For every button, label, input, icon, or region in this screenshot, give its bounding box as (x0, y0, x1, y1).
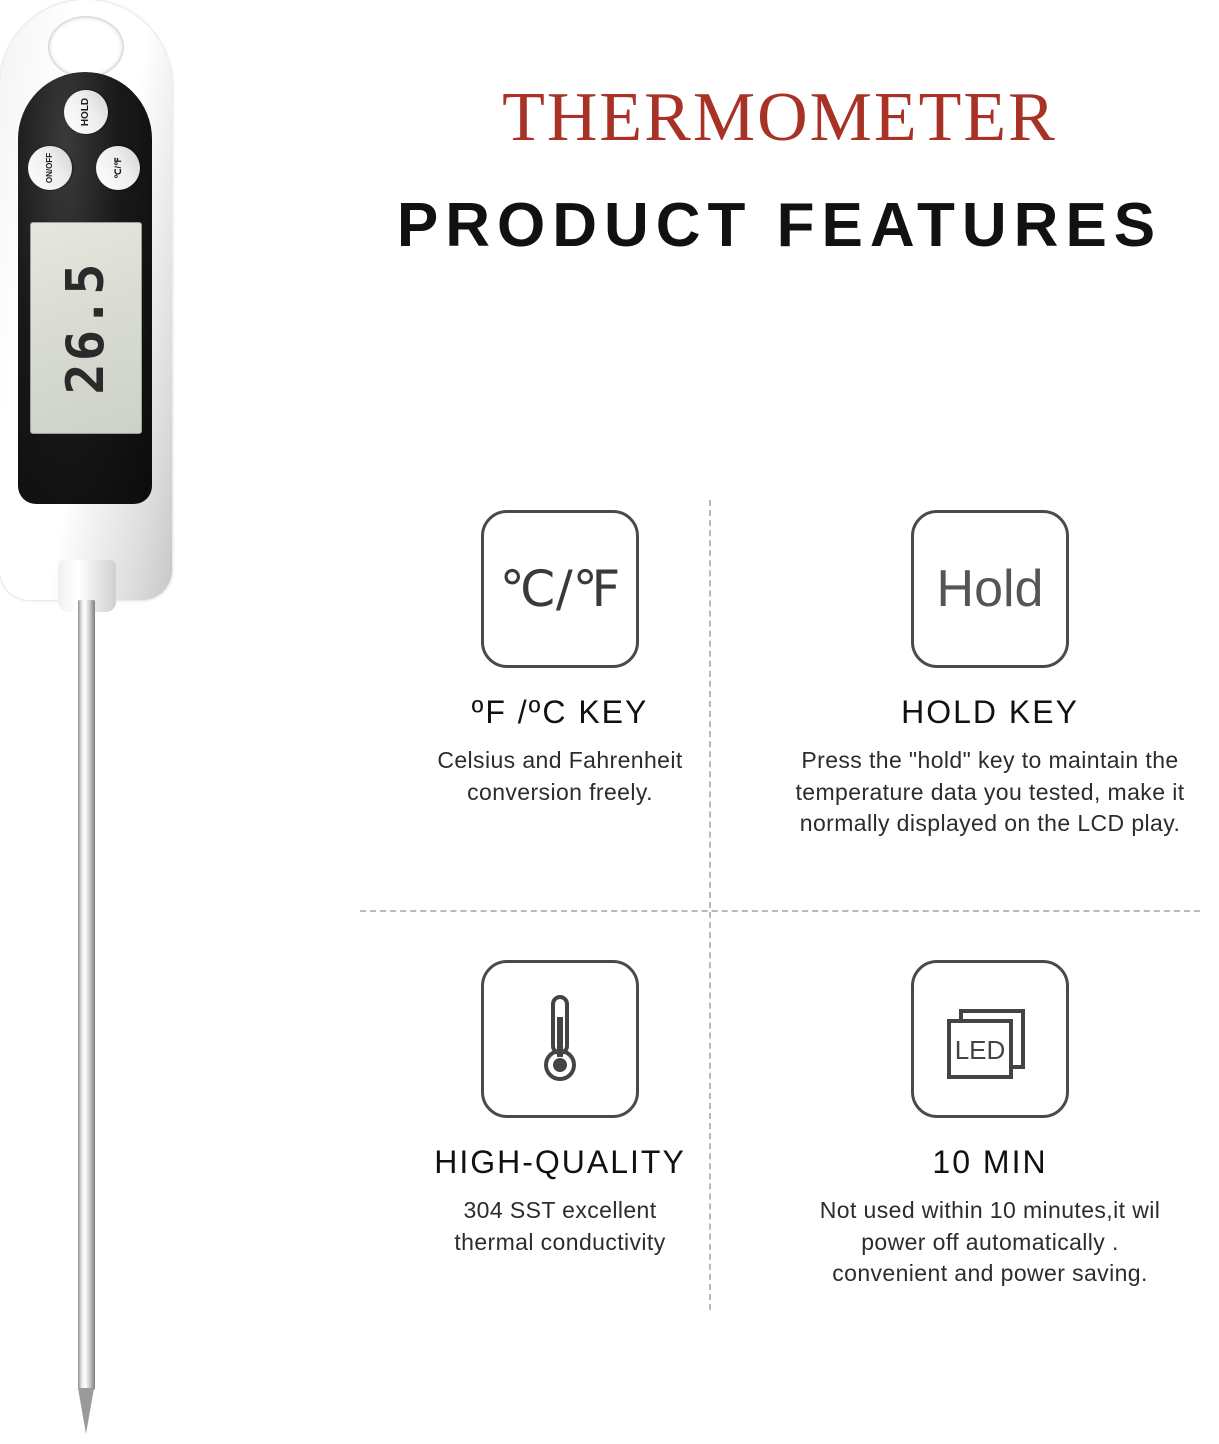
thermometer-icon-glyph (525, 989, 595, 1089)
on-off-button[interactable] (28, 146, 72, 190)
page-title: THERMOMETER (502, 79, 1057, 156)
feature-title: HOLD KEY (901, 694, 1079, 730)
lcd-display (30, 222, 142, 434)
thermometer-handle (0, 0, 172, 600)
device-faceplate (18, 72, 152, 504)
feature-celsius-fahrenheit (350, 510, 770, 808)
hanging-loop (48, 16, 124, 78)
feature-description: Celsius and Fahrenheit conversion freely. (437, 747, 683, 805)
celsius-fahrenheit-icon-text: ℃/℉ (499, 560, 621, 618)
unit-toggle-button[interactable] (96, 146, 140, 190)
feature-description: Press the "hold" key to maintain the temperature data you tested, make it normally displayed on the LCD play. (795, 747, 1185, 837)
feature-title: ºF /ºC KEY (471, 694, 649, 730)
hold-icon (911, 510, 1069, 668)
led-icon-glyph (935, 989, 1045, 1089)
lcd-temperature-reading: 26.5 (56, 261, 116, 395)
celsius-fahrenheit-icon (481, 510, 639, 668)
probe-shaft (78, 600, 95, 1390)
feature-title: 10 MIN (932, 1144, 1048, 1180)
divider-horizontal (360, 910, 1200, 912)
unit-toggle-label: ℃/℉ (112, 157, 123, 179)
hold-button[interactable] (64, 90, 108, 134)
thermometer-icon (481, 960, 639, 1118)
page-subtitle: PRODUCT FEATURES (396, 191, 1163, 260)
features-panel (340, 0, 1219, 1444)
svg-text:LED: LED (954, 1035, 1006, 1065)
feature-hold-key (780, 510, 1200, 840)
probe-tip (78, 1388, 94, 1434)
feature-description: 304 SST excellent thermal conductivity (454, 1197, 666, 1255)
product-image (0, 0, 340, 1444)
on-off-button-label: ON/OFF (45, 152, 54, 184)
feature-high-quality (350, 960, 770, 1258)
feature-title: HIGH-QUALITY (434, 1144, 686, 1180)
feature-auto-power-off (780, 960, 1200, 1290)
feature-description: Not used within 10 minutes,it wil power off automatically . convenient and power saving. (819, 1197, 1161, 1287)
hold-button-label: HOLD (80, 97, 91, 127)
led-icon (911, 960, 1069, 1118)
hold-icon-text: Hold (936, 560, 1044, 618)
